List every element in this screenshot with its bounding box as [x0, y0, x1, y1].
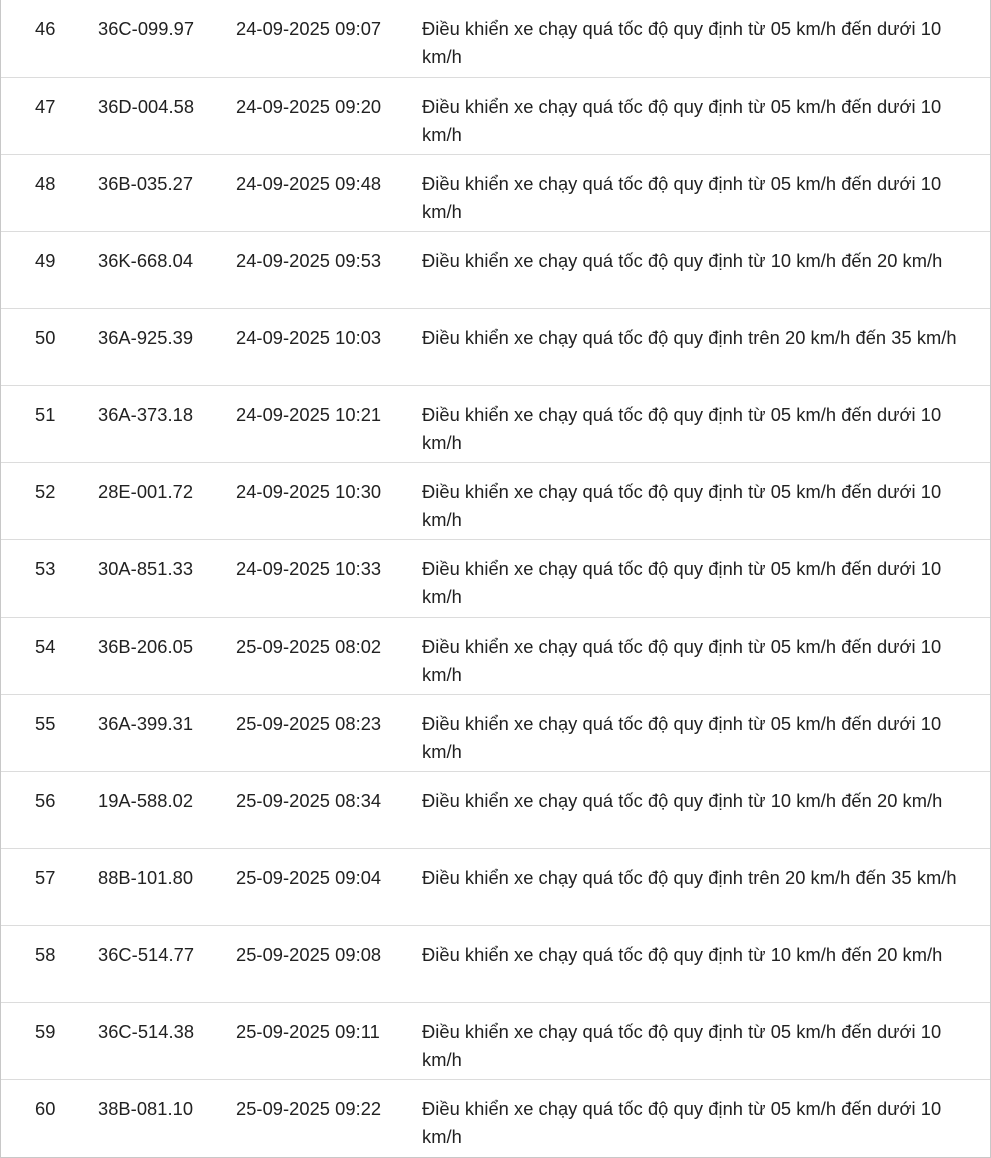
- row-number: 58: [1, 926, 81, 1003]
- violation-time: 25-09-2025 09:22: [236, 1098, 382, 1120]
- row-number: 59: [1, 1003, 81, 1080]
- license-plate: 36C-514.38: [81, 1003, 219, 1080]
- table-row: [1, 848, 990, 925]
- license-plate: 36A-399.31: [81, 694, 219, 771]
- violation-description: Điều khiển xe chạy quá tốc độ quy định trên 20 km/h đến 35 km/h: [403, 848, 990, 925]
- table-row: [1, 463, 990, 540]
- license-plate: 38B-081.10: [98, 1098, 194, 1120]
- row-number: 54: [1, 617, 81, 694]
- table-row: [1, 386, 990, 463]
- violation-time: 24-09-2025 10:03: [219, 309, 403, 386]
- violation-time: 24-09-2025 10:21: [219, 386, 403, 463]
- violation-time: 24-09-2025 09:53: [219, 231, 403, 308]
- violation-description: Điều khiển xe chạy quá tốc độ quy định từ 10 km/h đến 20 km/h: [403, 926, 990, 1003]
- violation-description: Điều khiển xe chạy quá tốc độ quy định từ 05 km/h đến dưới 10 km/h: [403, 0, 990, 77]
- violation-description: Điều khiển xe chạy quá tốc độ quy định từ 05 km/h đến dưới 10 km/h: [403, 694, 990, 771]
- license-plate: 36C-099.97: [81, 0, 219, 77]
- row-number: 56: [1, 771, 81, 848]
- row-number: 52: [1, 463, 81, 540]
- violation-time: 25-09-2025 09:08: [219, 926, 403, 1003]
- license-plate: 36K-668.04: [81, 231, 219, 308]
- license-plate: 28E-001.72: [81, 463, 219, 540]
- license-plate: 36C-514.77: [81, 926, 219, 1003]
- violation-time: 24-09-2025 10:33: [219, 540, 403, 617]
- table-row: [1, 1003, 990, 1080]
- row-number: 48: [1, 154, 81, 231]
- table-row: [1, 694, 990, 771]
- violation-description: Điều khiển xe chạy quá tốc độ quy định từ 05 km/h đến dưới 10 km/h: [403, 463, 990, 540]
- license-plate: 30A-851.33: [81, 540, 219, 617]
- table-row: [1, 617, 990, 694]
- license-plate: 36B-206.05: [81, 617, 219, 694]
- row-number: 46: [1, 0, 81, 77]
- table-row: [1, 0, 990, 77]
- violation-time: 24-09-2025 09:07: [219, 0, 403, 77]
- table-row: [1, 231, 990, 308]
- violation-time: 25-09-2025 09:04: [219, 848, 403, 925]
- row-number: 57: [1, 848, 81, 925]
- license-plate: 36D-004.58: [81, 77, 219, 154]
- table-row: [1, 1080, 990, 1157]
- violation-time: 25-09-2025 08:34: [219, 771, 403, 848]
- violations-table-body: [1, 0, 990, 1157]
- violation-time: 24-09-2025 09:20: [219, 77, 403, 154]
- violation-description: Điều khiển xe chạy quá tốc độ quy định từ 05 km/h đến dưới 10 km/h: [403, 154, 990, 231]
- violations-table: [1, 0, 990, 1157]
- row-number: 55: [1, 694, 81, 771]
- row-number: 53: [1, 540, 81, 617]
- violation-description: Điều khiển xe chạy quá tốc độ quy định từ 05 km/h đến dưới 10 km/h: [403, 1003, 990, 1080]
- row-number: 50: [1, 309, 81, 386]
- license-plate: 36A-373.18: [81, 386, 219, 463]
- violation-time: 24-09-2025 10:30: [219, 463, 403, 540]
- violation-time: 24-09-2025 09:48: [219, 154, 403, 231]
- violation-description: Điều khiển xe chạy quá tốc độ quy định từ 05 km/h đến dưới 10 km/h: [403, 617, 990, 694]
- violation-description: Điều khiển xe chạy quá tốc độ quy định từ 05 km/h đến dưới 10 km/h: [403, 77, 990, 154]
- row-number: 51: [1, 386, 81, 463]
- violation-description: Điều khiển xe chạy quá tốc độ quy định trên 20 km/h đến 35 km/h: [403, 309, 990, 386]
- violation-description: Điều khiển xe chạy quá tốc độ quy định từ 05 km/h đến dưới 10 km/h: [422, 1098, 942, 1148]
- license-plate: 36B-035.27: [81, 154, 219, 231]
- violation-description: Điều khiển xe chạy quá tốc độ quy định từ 05 km/h đến dưới 10 km/h: [403, 386, 990, 463]
- violation-time: 25-09-2025 08:02: [219, 617, 403, 694]
- violation-description: Điều khiển xe chạy quá tốc độ quy định từ 10 km/h đến 20 km/h: [403, 771, 990, 848]
- license-plate: 36A-925.39: [81, 309, 219, 386]
- row-number: 47: [1, 77, 81, 154]
- table-row: [1, 154, 990, 231]
- table-row: [1, 77, 990, 154]
- license-plate: 88B-101.80: [81, 848, 219, 925]
- row-number: 49: [1, 231, 81, 308]
- table-row: [1, 540, 990, 617]
- violation-time: 25-09-2025 09:11: [219, 1003, 403, 1080]
- table-row: [1, 309, 990, 386]
- row-number: 60: [35, 1098, 56, 1120]
- table-row: [1, 926, 990, 1003]
- violation-time: 25-09-2025 08:23: [219, 694, 403, 771]
- violation-description: Điều khiển xe chạy quá tốc độ quy định từ 05 km/h đến dưới 10 km/h: [403, 540, 990, 617]
- violation-description: Điều khiển xe chạy quá tốc độ quy định từ 10 km/h đến 20 km/h: [403, 231, 990, 308]
- license-plate: 19A-588.02: [81, 771, 219, 848]
- table-row: [1, 771, 990, 848]
